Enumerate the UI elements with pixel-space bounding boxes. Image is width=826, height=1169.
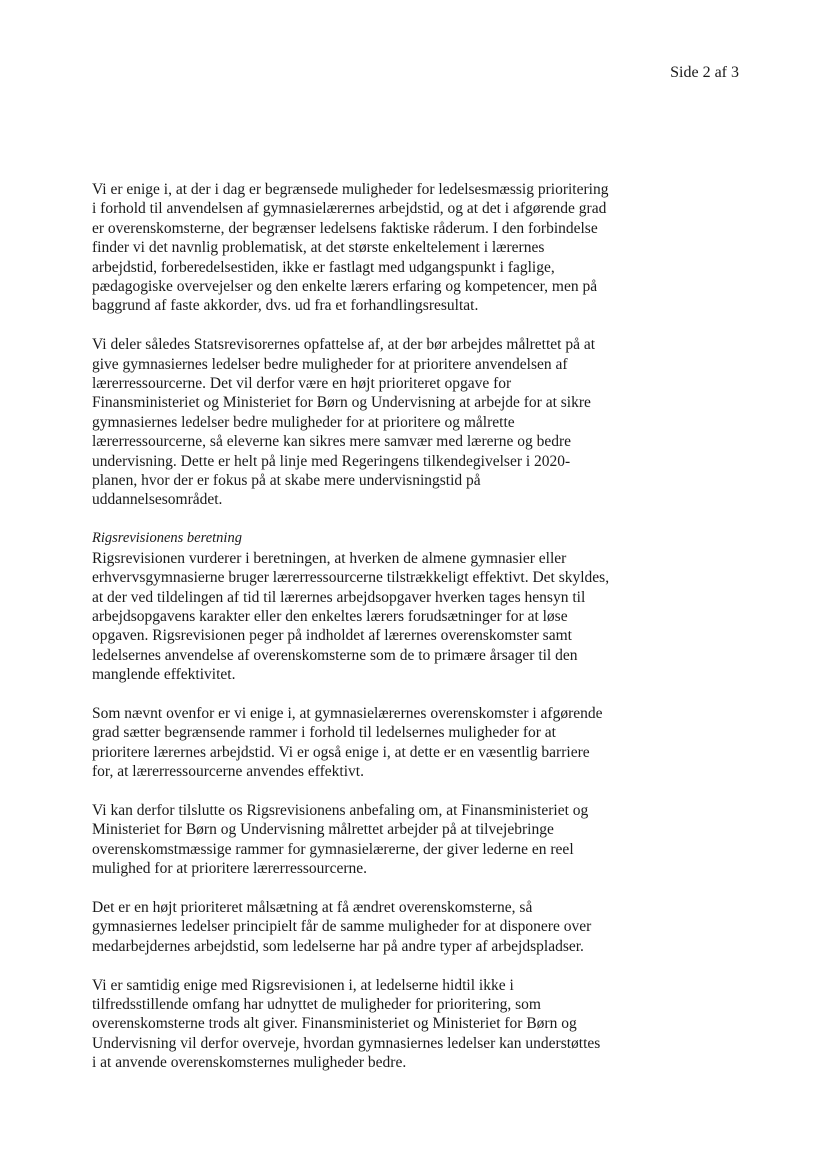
paragraph [92,335,648,510]
text-line: arbejdsopgavens karakter eller den enkeltes lærers forudsætninger for at løse [92,607,568,625]
paragraph [92,180,648,316]
text-line: Vi deler således Statsrevisorernes opfattelse af, at der bør arbejdes målrettet på at [92,336,596,354]
text-line: planen, hvor der er fokus på at skabe mere undervisningstid på [92,472,481,490]
text-line: Vi er enige i, at der i dag er begrænsede muligheder for ledelsesmæssig prioritering [92,181,609,198]
text-line: manglende effektivitet. [92,666,236,684]
text-line: at der ved tildelingen af tid til lærernes arbejdsopgaver hverken tages hensyn til [92,588,586,606]
text-line: gymnasiernes ledelser principielt får de samme muligheder for at disponere over [92,918,592,936]
section-rigsrevisionens-beretning [92,529,648,684]
text-line: lærerressourcerne. Det vil derfor være en højt prioriteret opgave for [92,375,512,393]
text-line: mulighed for at prioritere lærerressourcerne. [92,860,368,878]
text-line: Finansministeriet og Ministeriet for Børn og Undervisning at arbejde for at sikre [92,394,591,412]
text-line: uddannelsesområdet. [92,491,223,509]
text-line: opgaven. Rigsrevisionen peger på indholdet af lærernes overenskomster samt [92,627,572,645]
page-number: Side 2 af 3 [670,64,739,81]
text-line: Ministeriet for Børn og Undervisning målrettet arbejder på at tilvejebringe [92,821,554,839]
text-line: tilfredsstillende omfang har udnyttet de muligheder for prioritering, som [92,995,541,1013]
text-line: for, at lærerressourcerne anvendes effektivt. [92,763,364,781]
text-line: overenskomstmæssige rammer for gymnasielærerne, der giver lederne en reel [92,840,574,858]
text-line: ledelsernes anvendelse af overenskomsterne som de to primære årsager til den [92,646,578,664]
text-line: grad sætter begrænsende rammer i forhold til ledelsernes muligheder for at [92,724,556,742]
text-line: lærerressourcerne, så eleverne kan sikres mere samvær med lærerne og bedre [92,433,572,451]
document-body [92,180,648,1092]
text-line: give gymnasiernes ledelser bedre muligheder for at prioritere anvendelsen af [92,355,568,373]
text-line: prioritere lærernes arbejdstid. Vi er også enige i, at dette er en væsentlig barriere [92,743,590,761]
text-line: arbejdstid, forberedelsestiden, ikke er fastlagt med udgangspunkt i faglige, [92,258,555,276]
text-line: Vi kan derfor tilslutte os Rigsrevisionens anbefaling om, at Finansministeriet og [92,801,589,819]
text-line: medarbejdernes arbejdstid, som ledelserne har på andre typer af arbejdspladser. [92,937,584,955]
section-heading: Rigsrevisionens beretning [92,530,242,547]
text-line: Det er en højt prioriteret målsætning at få ændret overenskomsterne, så [92,898,533,916]
paragraph [92,976,648,1073]
text-line: baggrund af faste akkorder, dvs. ud fra et forhandlingsresultat. [92,297,479,315]
text-line: Vi er samtidig enige med Rigsrevisionen i, at ledelserne hidtil ikke i [92,976,514,994]
text-line: i at anvende overenskomsternes muligheder bedre. [92,1054,407,1072]
text-line: overenskomsterne trods alt giver. Finansministeriet og Ministeriet for Børn og [92,1015,577,1033]
text-line: pædagogiske overvejelser og den enkelte lærers erfaring og kompetencer, men på [92,278,598,296]
text-line: erhvervsgymnasierne bruger lærerressourcerne tilstrækkeligt effektivt. Det skyldes, [92,569,610,587]
text-line: Undervisning vil derfor overveje, hvordan gymnasiernes ledelser kan understøttes [92,1034,601,1052]
paragraph [92,801,648,879]
paragraph [92,898,648,956]
text-line: er overenskomsterne, der begrænser ledelsens faktiske råderum. I den forbindelse [92,219,598,237]
paragraph [92,704,648,782]
text-line: gymnasiernes ledelser bedre muligheder for at prioritere og målrette [92,413,515,431]
text-line: Rigsrevisionen vurderer i beretningen, at hverken de almene gymnasier eller [92,549,567,567]
text-line: undervisning. Dette er helt på linje med Regeringens tilkendegivelser i 2020- [92,452,571,470]
text-line: Som nævnt ovenfor er vi enige i, at gymnasielærernes overenskomster i afgørende [92,704,603,722]
text-line: finder vi det navnlig problematisk, at det største enkeltelement i lærernes [92,239,545,257]
text-line: i forhold til anvendelsen af gymnasielærernes arbejdstid, og at det i afgørende grad [92,200,607,218]
